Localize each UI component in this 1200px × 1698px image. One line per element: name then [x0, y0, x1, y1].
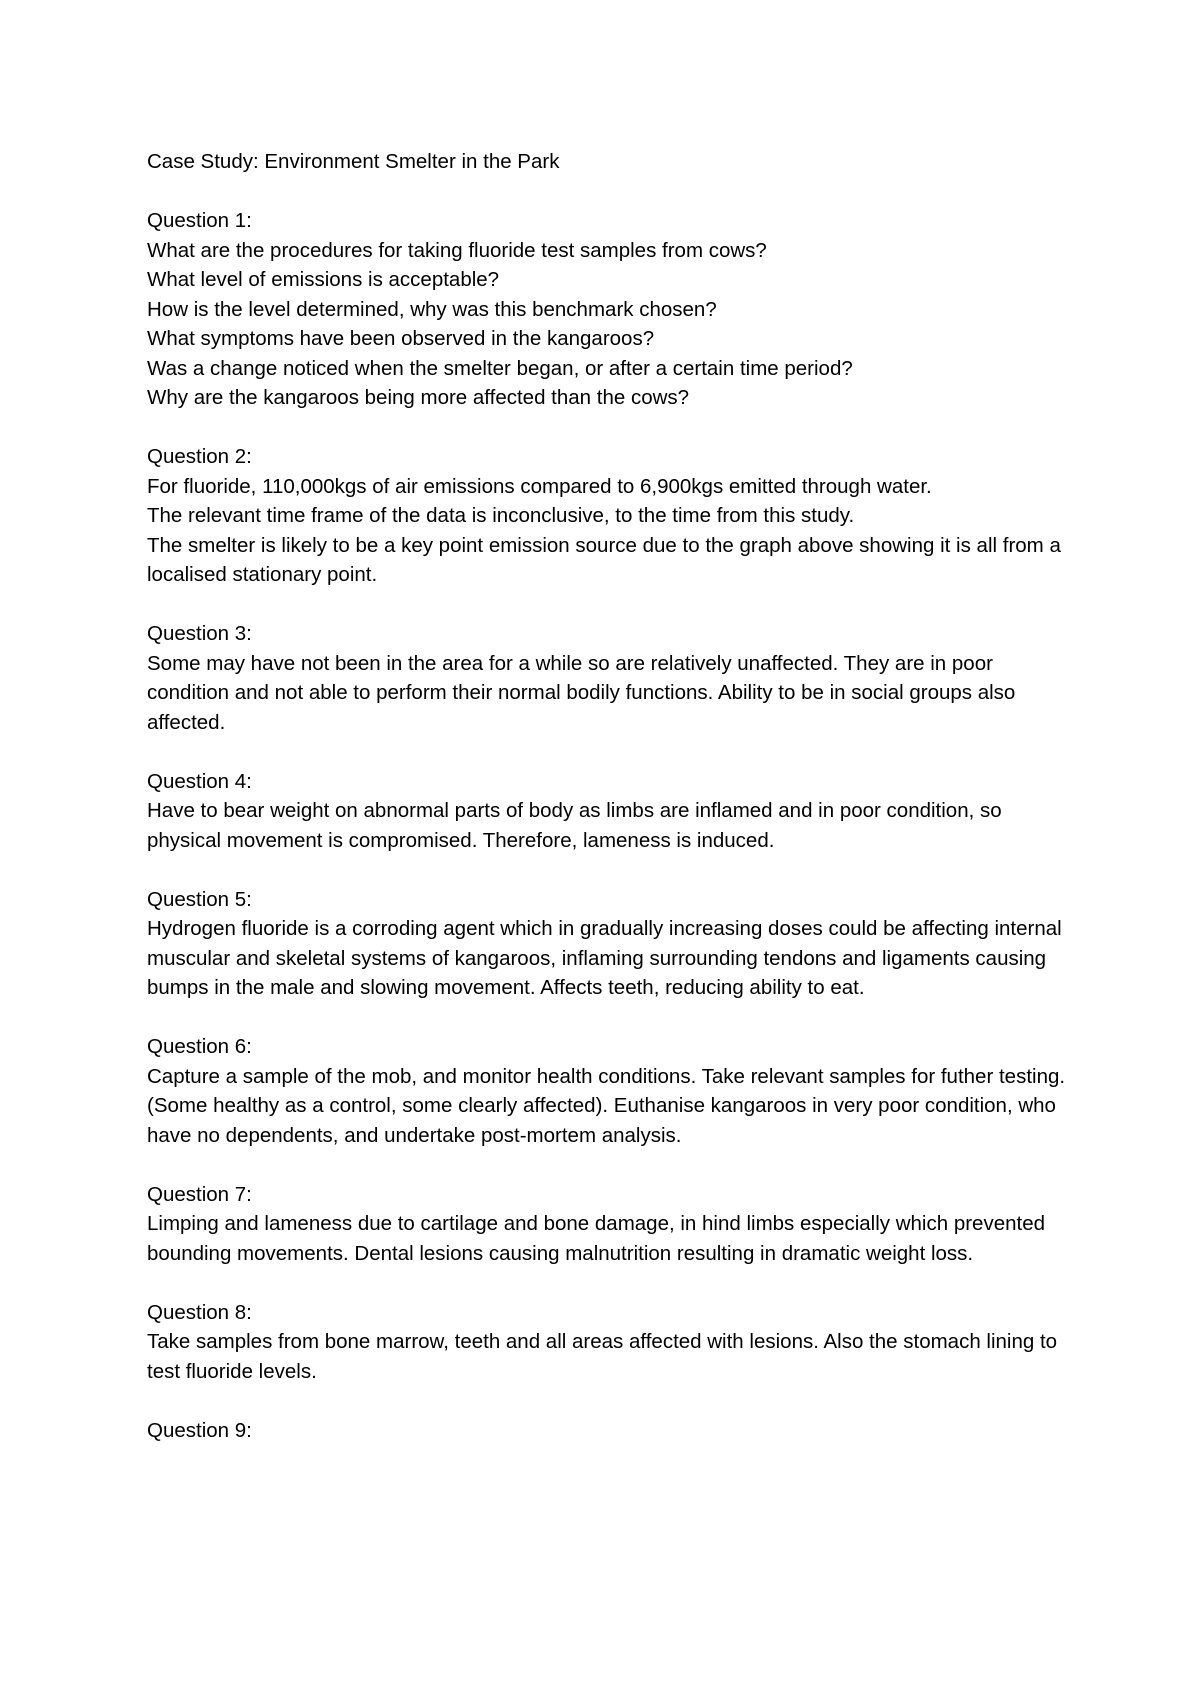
question-heading: Question 7: [147, 1182, 252, 1206]
answer-paragraph: Some may have not been in the area for a while so are relatively unaffected. They are in poor condition and not able to perform their normal bodily functions. Ability to be in social groups also affected. [147, 651, 1016, 734]
question-8 [147, 1298, 1067, 1387]
question-line: What symptoms have been observed in the kangaroos? [147, 327, 655, 350]
question-1 [147, 206, 1067, 413]
document-body [147, 147, 1067, 1445]
question-6 [147, 1032, 1067, 1150]
question-heading: Question 6: [147, 1035, 252, 1058]
question-line: Was a change noticed when the smelter began, or after a certain time period? [147, 356, 853, 380]
question-3 [147, 619, 1067, 737]
question-heading: Question 4: [147, 769, 252, 793]
answer-paragraph: Limping and lameness due to cartilage and bone damage, in hind limbs especially which prevented bounding movements. Dental lesions causing malnutrition resulting in dramatic weight loss. [147, 1212, 1045, 1265]
question-2 [147, 442, 1067, 590]
answer-paragraph: Capture a sample of the mob, and monitor health conditions. Take relevant samples for futher testing. (Some healthy as a control, some clearly affected). Euthanise kangaroos in very poor condition, who have no dependents, and undertake post-mortem analysis. [147, 1064, 1066, 1147]
question-5 [147, 885, 1067, 1003]
answer-paragraph: Take samples from bone marrow, teeth and all areas affected with lesions. Also the stomach lining to test fluoride levels. [147, 1330, 1058, 1383]
question-heading: Question 1: [147, 209, 252, 232]
answer-line: The relevant time frame of the data is inconclusive, to the time from this study. [147, 504, 855, 527]
question-line: Why are the kangaroos being more affected than the cows? [147, 386, 690, 409]
question-line: What level of emissions is acceptable? [147, 268, 500, 291]
question-heading: Question 9: [147, 1418, 252, 1442]
question-heading: Question 2: [147, 445, 252, 468]
question-9 [147, 1416, 1067, 1446]
question-heading: Question 3: [147, 622, 252, 645]
question-4 [147, 767, 1067, 856]
answer-paragraph: Have to bear weight on abnormal parts of body as limbs are inflamed and in poor condition, so physical movement is compromised. Therefore, lameness is induced. [147, 799, 1002, 852]
answer-line: The smelter is likely to be a key point emission source due to the graph above showing it is all from a localised stationary point. [147, 533, 1061, 586]
question-line: How is the level determined, why was this benchmark chosen? [147, 297, 717, 321]
question-heading: Question 8: [147, 1300, 252, 1324]
question-7 [147, 1180, 1067, 1269]
question-line: What are the procedures for taking fluoride test samples from cows? [147, 238, 767, 262]
question-heading: Question 5: [147, 887, 252, 911]
document-title: Case Study: Environment Smelter in the Park [147, 150, 560, 173]
answer-paragraph: Hydrogen fluoride is a corroding agent which in gradually increasing doses could be affecting internal muscular and skeletal systems of kangaroos, inflaming surrounding tendons and ligaments causing bumps in the male and slowing movement. Affects teeth, reducing ability to eat. [147, 917, 1062, 999]
answer-line: For fluoride, 110,000kgs of air emissions compared to 6,900kgs emitted through water. [147, 474, 932, 498]
